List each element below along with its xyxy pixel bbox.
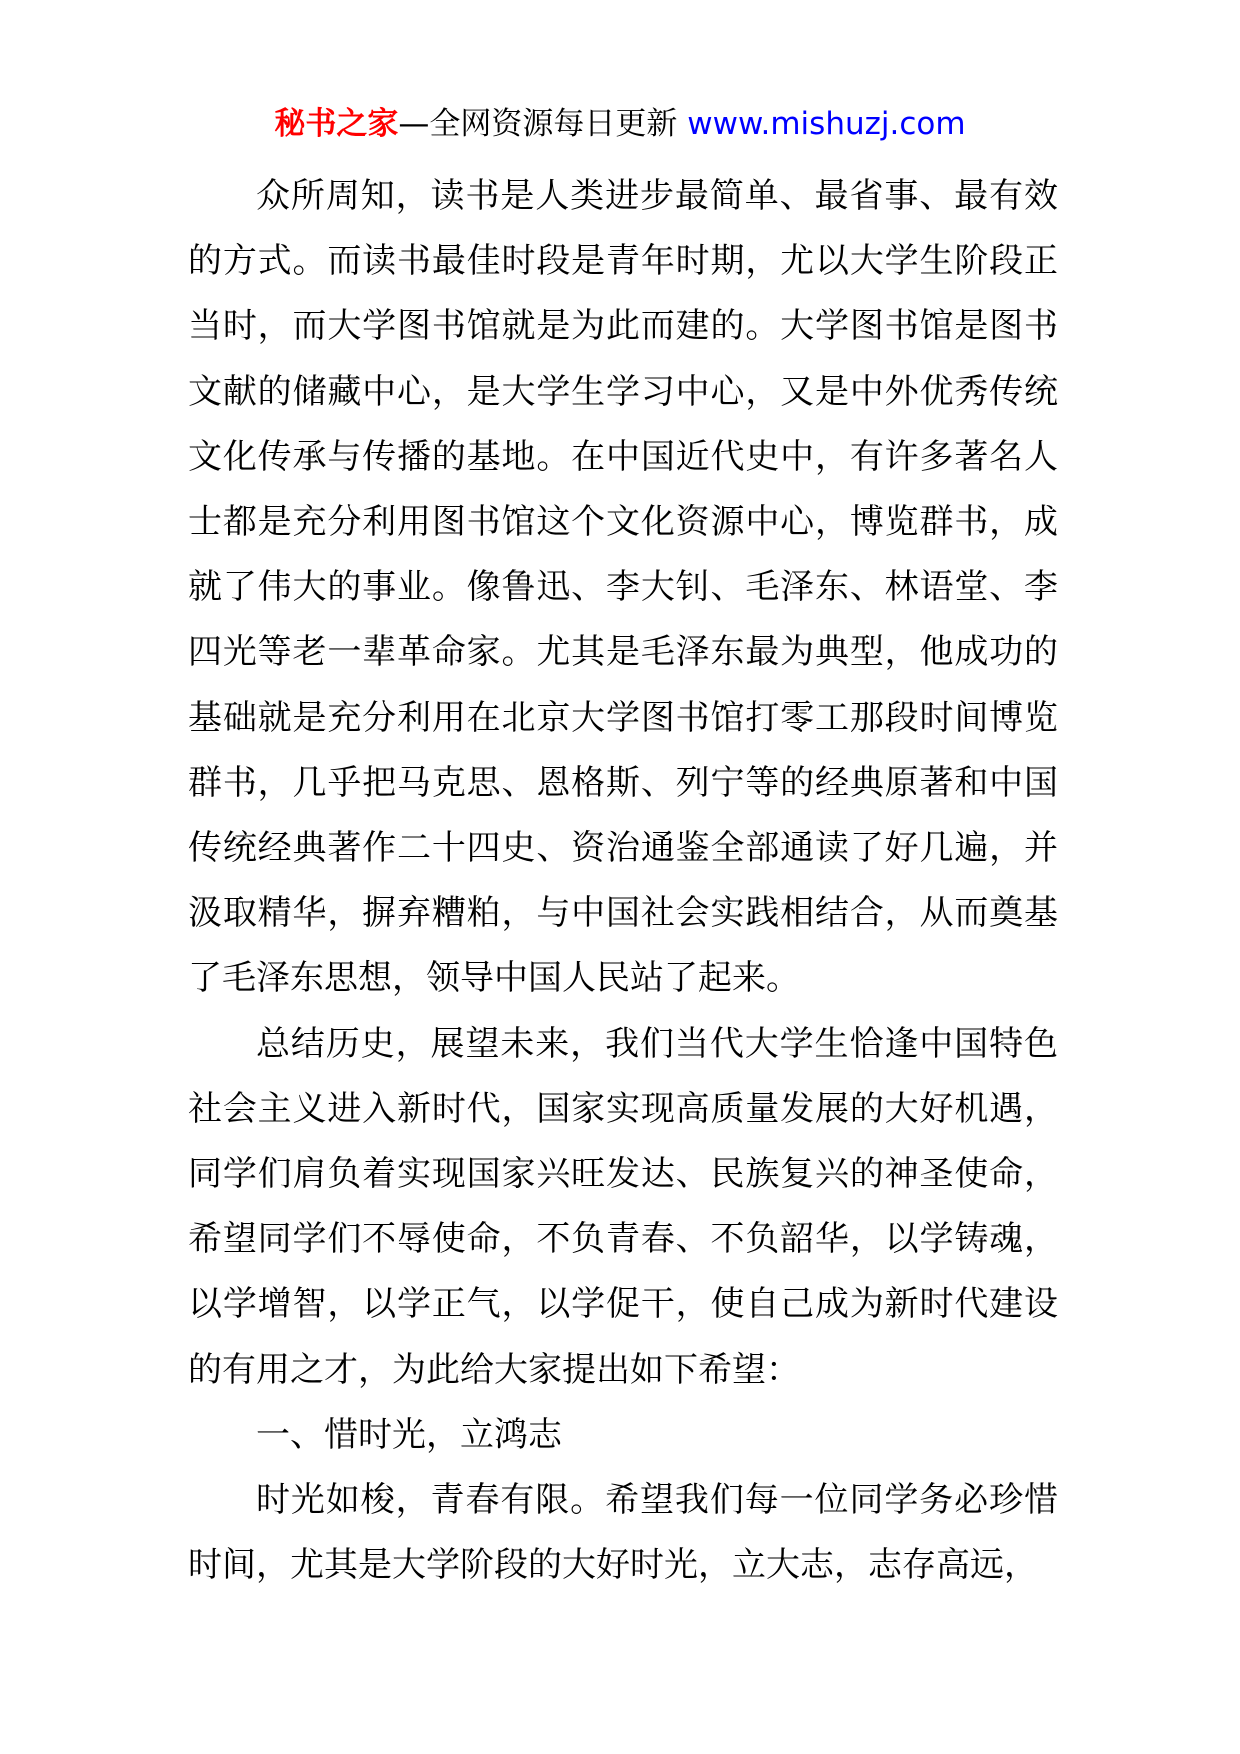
paragraph-summary-hopes: 总结历史，展望未来，我们当代大学生恰逢中国特色社会主义进入新时代，国家实现高质量发展的大好机遇，同学们肩负着实现国家兴旺发达、民族复兴的神圣使命，希望同学们不辱使命，不负青春、不负韶华，以学铸魂，以学增智，以学正气，以学促干，使自己成为新时代建设的有用之才，为此给大家提出如下希望：: [188, 1023, 1058, 1390]
section-heading-1: 一、惜时光，立鸿志: [256, 1414, 562, 1455]
paragraph-reading-importance: 众所周知，读书是人类进步最简单、最省事、最有效的方式。而读书最佳时段是青年时期，尤以大学生阶段正当时，而大学图书馆就是为此而建的。大学图书馆是图书文献的储藏中心，是大学生学习中心，又是中外优秀传统文化传承与传播的基地。在中国近代史中，有许多著名人士都是充分利用图书馆这个文化资源中心，博览群书，成就了伟大的事业。像鲁迅、李大钊、毛泽东、林语堂、李四光等老一辈革命家。尤其是毛泽东最为典型，他成功的基础就是充分利用在北京大学图书馆打零工那段时间博览群书，几乎把马克思、恩格斯、列宁等的经典原著和中国传统经典著作二十四史、资治通鉴全部通读了好几遍，并汲取精华，摒弃糟粕，与中国社会实践相结合，从而奠基了毛泽东思想，领导中国人民站了起来。: [188, 176, 1058, 999]
document-body: [188, 164, 1058, 1598]
site-url-link[interactable]: www.mishuzj.com: [687, 106, 966, 142]
paragraph-cherish-time: 时光如梭，青春有限。希望我们每一位同学务必珍惜时间，尤其是大学阶段的大好时光，立大志，志存高远，: [188, 1480, 1058, 1586]
site-header: [0, 104, 1240, 144]
brand-name: 秘书之家: [274, 106, 399, 142]
header-tagline: —全网资源每日更新: [398, 106, 678, 142]
